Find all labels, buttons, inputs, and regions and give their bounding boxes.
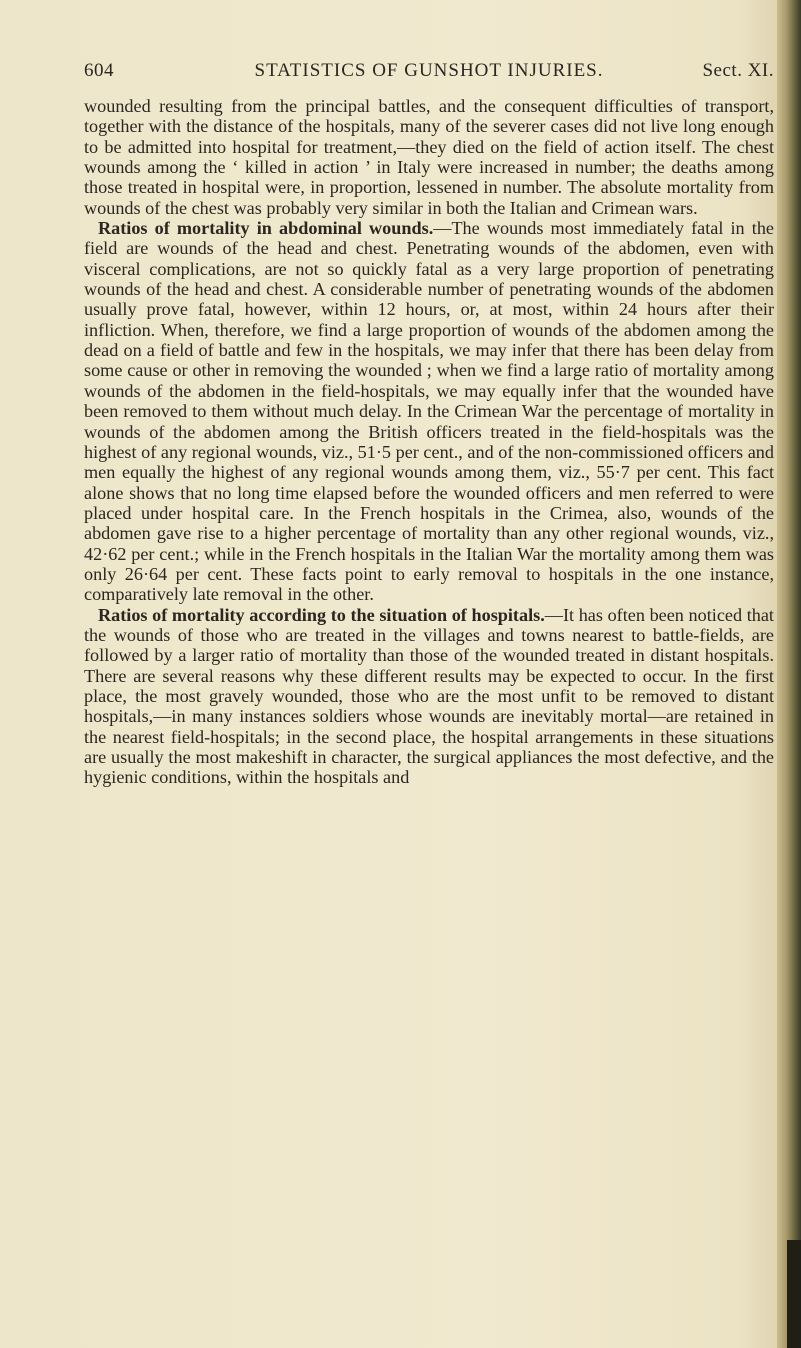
paragraph — [84, 218, 774, 605]
page-edge — [777, 0, 801, 1348]
running-title: STATISTICS OF GUNSHOT INJURIES. — [254, 60, 604, 81]
paragraph-text: —It has often been noticed that the wounds of those who are treated in the villages and towns nearest to battle-fields, are followed by a larger ratio of mortality than those of the wounded treated in distant hospitals. There are several reasons why these different results may be expected to occur. In the first place, the most gravely wounded, those who are the most unfit to be removed to distant hospitals,—in many instances soldiers whose wounds are inevitably mortal—are retained in the nearest field-hospitals; in the second place, the hospital arrangements in these situations are usually the most makeshift in character, the surgical appliances the most defective, and the hygienic conditions, within the hospitals and — [84, 604, 774, 788]
page-number: 604 — [84, 60, 114, 81]
paragraph-heading: Ratios of mortality in abdominal wounds. — [98, 218, 434, 239]
section-label: Sect. XI. — [702, 60, 774, 81]
paragraph — [84, 605, 774, 788]
paragraph — [84, 96, 774, 218]
paragraph-text: —The wounds most immediately fatal in the field are wounds of the head and chest. Penetrating wounds of the abdomen, even with visceral complications, are not so quickly fatal as a very large proportion of penetrating wounds of the head and chest. A considerable number of penetrating wounds of the abdomen usually prove fatal, however, within 12 hours, or, at most, within 24 hours after their infliction. When, therefore, we find a large proportion of wounds of the abdomen among the dead on a field of battle and few in the hospitals, we may infer that there has been delay from some cause or other in removing the wounded ; when we find a large ratio of mortality among wounds of the abdomen in the field-hospitals, we may equally infer that the wounded have been removed to them without much delay. In the Crimean War the percentage of mortality in wounds of the abdomen among the British officers treated in the field-hospitals was the highest of any regional wounds, viz., 51·5 per cent., and of the non-commissioned officers and men equally the highest of any regional wounds among them, viz., 55·7 per cent. This fact alone shows that no long time elapsed before the wounded officers and men referred to were placed under hospital care. In the French hospitals in the Crimea, also, wounds of the abdomen gave rise to a higher percentage of mortality than any other regional wounds, viz., 42·62 per cent.; while in the French hospitals in the Italian War the mortality among them was only 26·64 per cent. These facts point to early removal to hospitals in the one instance, comparatively late removal in the other. — [84, 218, 774, 605]
paragraph-text: wounded resulting from the principal battles, and the consequent difficulties of transport, together with the distance of the hospitals, many of the severer cases did not live long enough to be admitted into hospital for treatment,—they died on the field of action itself. The chest wounds among the ‘ killed in action ’ in Italy were increased in number; the deaths among those treated in hospital were, in proportion, lessened in number. The absolute mortality from wounds of the chest was probably very similar in both the Italian and Crimean wars. — [84, 96, 774, 218]
page-edge-shadow — [787, 1240, 801, 1348]
running-header — [84, 60, 774, 90]
paragraph-heading: Ratios of mortality according to the situation of hospitals. — [98, 604, 545, 625]
body-text — [84, 96, 774, 788]
